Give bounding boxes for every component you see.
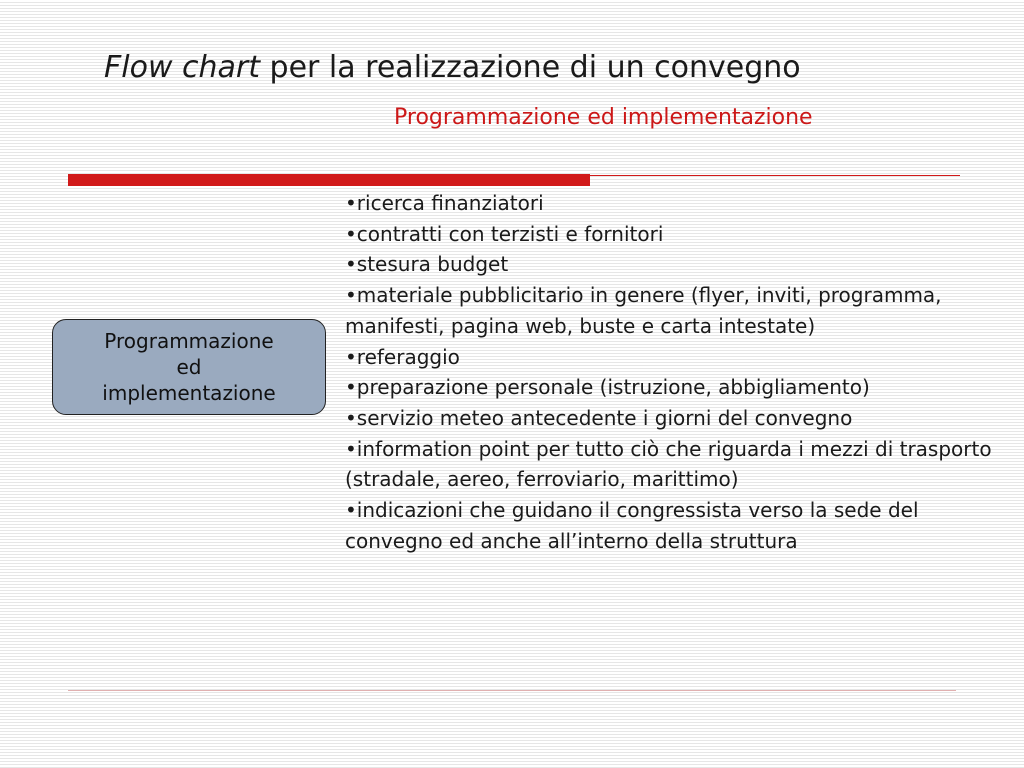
flowchart-node-line-2: ed <box>176 355 202 379</box>
bullet-icon: • <box>345 252 357 277</box>
list-item <box>345 219 1005 250</box>
flowchart-node-line-3: implementazione <box>102 381 276 405</box>
list-item <box>345 403 1005 434</box>
list-item <box>345 188 1005 219</box>
list-item-text: information point per tutto ciò che riguarda i mezzi di trasporto (stradale, aereo, ferroviario, marittimo) <box>345 436 992 492</box>
bottom-divider <box>68 690 956 691</box>
bullet-icon: • <box>345 375 357 400</box>
list-item-text: materiale pubblicitario in genere (flyer, inviti, programma, manifesti, pagina web, buste e carta intestate) <box>345 283 942 338</box>
activity-list <box>345 188 1005 556</box>
page-subtitle: Programmazione ed implementazione <box>394 105 813 130</box>
list-item <box>345 342 1005 373</box>
list-item <box>345 372 1005 403</box>
list-item-text: contratti con terzisti e fornitori <box>356 221 664 246</box>
bullet-icon: • <box>345 283 357 308</box>
red-divider-thick <box>68 174 590 186</box>
list-item-text: ricerca finanziatori <box>356 191 544 215</box>
list-item-text: servizio meteo antecedente i giorni del convegno <box>356 405 853 430</box>
bullet-icon: • <box>345 405 357 430</box>
list-item <box>345 249 1005 280</box>
page-title <box>104 48 801 88</box>
title-italic-part: Flow chart <box>104 50 261 85</box>
list-item <box>345 434 1005 495</box>
bullet-icon: • <box>345 498 357 523</box>
flowchart-node-box <box>52 319 326 415</box>
flowchart-node-line-1: Programmazione <box>104 329 274 353</box>
bullet-icon: • <box>345 191 357 215</box>
list-item <box>345 280 1005 341</box>
bullet-icon: • <box>345 436 357 461</box>
list-item-text: stesura budget <box>356 252 509 277</box>
bullet-icon: • <box>345 221 357 246</box>
red-divider-thin <box>590 175 960 176</box>
list-item-text: indicazioni che guidano il congressista verso la sede del convegno ed anche all’interno della struttura <box>345 498 919 553</box>
title-rest-part: per la realizzazione di un convegno <box>260 50 801 85</box>
list-item-text: referaggio <box>356 344 460 369</box>
list-item-text: preparazione personale (istruzione, abbigliamento) <box>356 375 870 400</box>
list-item <box>345 495 1005 556</box>
bullet-icon: • <box>345 344 357 369</box>
